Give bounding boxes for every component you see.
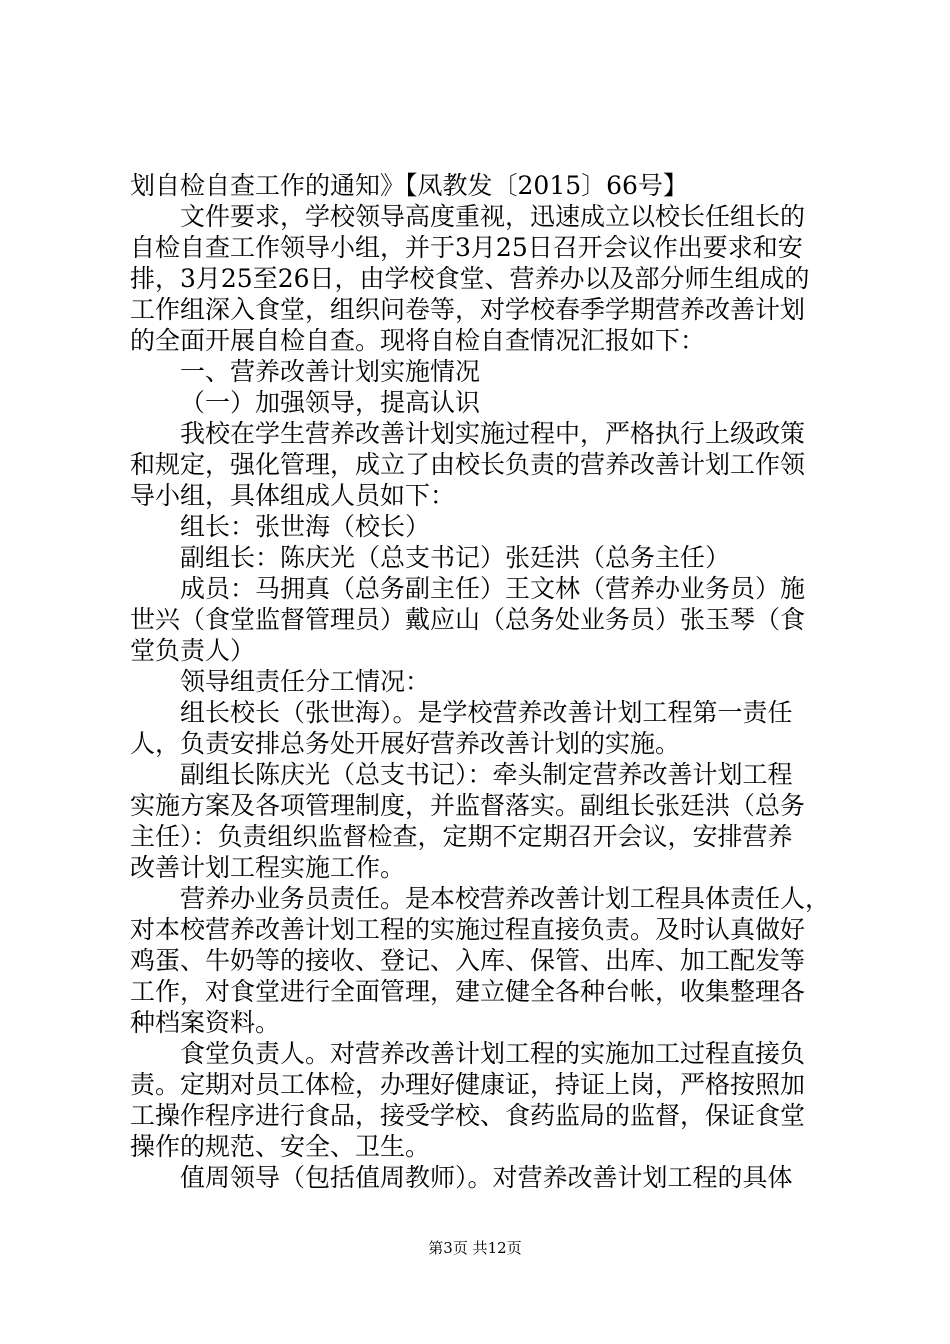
text-line: 和规定，强化管理，成立了由校长负责的营养改善计划工作领 — [130, 450, 806, 479]
text-line: 领导组责任分工情况： — [180, 667, 431, 696]
text-line: 堂负责人） — [130, 636, 256, 665]
text-line: 文件要求，学校领导高度重视，迅速成立以校长任组长的 — [180, 202, 806, 231]
text-line: 值周领导（包括值周教师）。对营养改善计划工程的具体 — [180, 1163, 793, 1192]
text-line: 实施方案及各项管理制度，并监督落实。副组长张廷洪（总务 — [130, 791, 806, 820]
text-line: 种档案资料。 — [130, 1008, 281, 1037]
text-line: 副组长：陈庆光（总支书记）张廷洪（总务主任） — [180, 543, 731, 572]
text-line: 世兴（食堂监督管理员）戴应山（总务处业务员）张玉琴（食 — [130, 605, 806, 634]
subsection-heading: （一）加强领导，提高认识 — [180, 388, 481, 417]
text-line: 工作组深入食堂，组织问卷等，对学校春季学期营养改善计划 — [130, 295, 806, 324]
text-line: 工操作程序进行食品，接受学校、食药监局的监督，保证食堂 — [130, 1101, 806, 1130]
text-line: 责。定期对员工体检，办理好健康证，持证上岗，严格按照加 — [130, 1070, 806, 1099]
page-number-footer: 第3页 共12页 — [428, 1239, 522, 1257]
text-line: 自检自查工作领导小组，并于3月25日召开会议作出要求和安 — [130, 233, 803, 262]
text-line: 鸡蛋、牛奶等的接收、登记、入库、保管、出库、加工配发等 — [130, 946, 806, 975]
text-line: 组长校长（张世海）。是学校营养改善计划工程第一责任 — [180, 698, 793, 727]
document-body — [130, 170, 830, 1193]
text-line: 工作，对食堂进行全面管理，建立健全各种台帐，收集整理各 — [130, 977, 806, 1006]
text-line: 操作的规范、安全、卫生。 — [130, 1132, 431, 1161]
section-heading: 一、营养改善计划实施情况 — [180, 357, 481, 386]
text-line: 排，3月25至26日，由学校食堂、营养办以及部分师生组成的 — [130, 264, 810, 293]
text-line: 划自检自查工作的通知》【凤教发〔2015〕66号】 — [130, 171, 688, 200]
text-line: 主任）：负责组织监督检查，定期不定期召开会议，安排营养 — [130, 822, 793, 851]
text-line: 改善计划工程实施工作。 — [130, 853, 406, 882]
text-line: 组长：张世海（校长） — [180, 512, 431, 541]
text-line: 营养办业务员责任。是本校营养改善计划工程具体责任人， — [180, 884, 831, 913]
text-line: 的全面开展自检自查。现将自检自查情况汇报如下： — [130, 326, 706, 355]
text-line: 对本校营养改善计划工程的实施过程直接负责。及时认真做好 — [130, 915, 806, 944]
text-line: 我校在学生营养改善计划实施过程中，严格执行上级政策 — [180, 419, 806, 448]
text-line: 食堂负责人。对营养改善计划工程的实施加工过程直接负 — [180, 1039, 806, 1068]
text-line: 人，负责安排总务处开展好营养改善计划的实施。 — [130, 729, 681, 758]
text-line: 副组长陈庆光（总支书记）：牵头制定营养改善计划工程 — [180, 760, 793, 789]
text-line: 成员：马拥真（总务副主任）王文林（营养办业务员）施 — [180, 574, 806, 603]
text-line: 导小组，具体组成人员如下： — [130, 481, 456, 510]
